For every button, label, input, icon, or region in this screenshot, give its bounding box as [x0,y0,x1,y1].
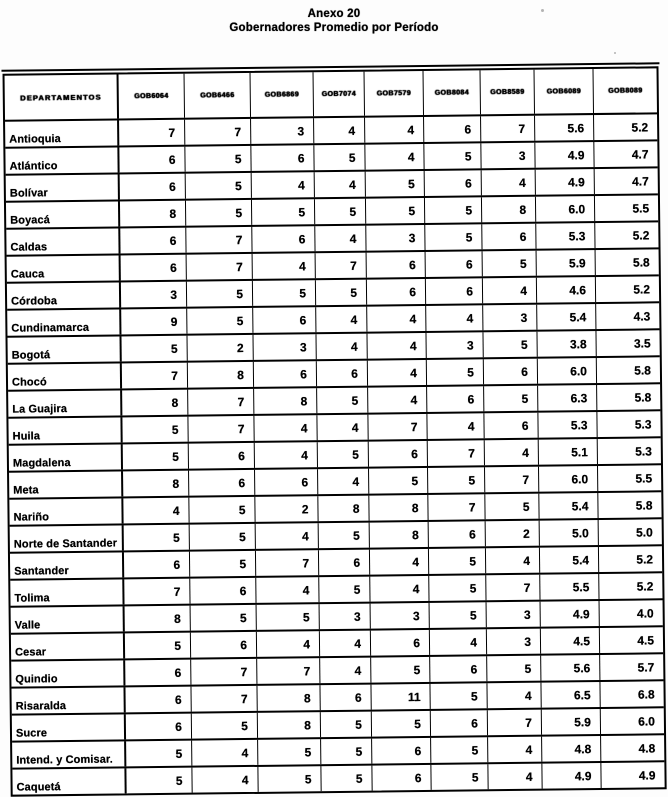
value-cell: 8 [123,471,189,497]
value-cell: 7 [187,254,253,280]
value-cell: 8 [257,685,320,711]
value-cell: 4 [252,172,315,198]
value-cell: 5.3 [634,416,652,432]
department-name: Caquetá [12,768,126,794]
value-cell: 5 [121,336,187,362]
value-cell: 8 [370,522,429,548]
value-cell: 7 [122,363,188,389]
value-cell: 5 [366,171,425,197]
value-cell: 6 [429,521,486,547]
value-cell: 5 [123,444,189,470]
value-cell: 7 [185,119,251,145]
value-cell: 6.8 [637,686,655,702]
value-cell: 3 [253,334,316,360]
value-cell: 5 [122,417,188,443]
value-cell: 5 [314,145,365,171]
value-cell: 8 [125,606,191,632]
value-cell: 4 [315,172,366,198]
value-cell: 5 [187,308,253,334]
value-cell: 5 [372,711,431,737]
value-cell: 6.0 [536,196,595,222]
value-cell: 6 [317,361,368,387]
value-cell: 3 [481,143,535,169]
value-cell: 5 [428,467,485,493]
value-cell: 3 [320,604,371,630]
value-cell: 5.3 [635,443,652,459]
value-cell: 4.9 [638,767,656,783]
value-cell: 3 [251,118,314,144]
value-cell: 4 [368,360,427,386]
value-cell: 7 [191,659,257,685]
column-header: GOB6466 [185,73,251,118]
value-cell: 4.9 [542,763,601,789]
value-cell: 11 [371,684,430,710]
value-cell: 5 [483,251,537,277]
value-cell: 7 [481,116,535,142]
value-cell: 4 [320,658,371,684]
department-name: Boyacá [6,201,120,227]
value-cell: 6.3 [538,385,597,411]
value-cell: 4 [427,413,484,439]
value-cell: 5 [366,198,425,224]
value-cell: 8 [120,201,186,227]
department-name: Nariño [9,498,123,524]
value-cell: 6 [372,765,431,791]
value-cell: 5 [485,494,539,520]
value-cell: 6 [427,386,484,412]
value-cell: 4 [257,631,320,657]
value-cell: 6 [125,660,191,686]
value-cell: 4 [370,576,429,602]
column-header: GOB6089 [534,69,593,114]
value-cell: 7 [428,440,485,466]
value-cell: 4 [487,683,541,709]
value-cell: 3 [371,603,430,629]
value-cell: 4 [486,548,540,574]
value-cell: 3 [487,602,541,628]
value-cell: 5 [321,712,372,738]
value-cell: 4.9 [536,169,595,195]
column-header: GOB6869 [251,72,314,117]
value-cell: 4 [370,549,429,575]
value-cell: 3.5 [633,335,651,351]
value-cell: 5.9 [537,250,596,276]
value-cell: 6 [254,361,317,387]
table-title: Gobernadores Promedio por Período [229,22,439,34]
value-cell: 6 [371,630,430,656]
value-cell: 5.6 [541,655,600,681]
department-name: Cauca [7,255,121,281]
value-cell: 4 [254,415,317,441]
value-cell: 5 [484,386,538,412]
column-header: GOB7579 [365,71,424,116]
value-cell: 8 [482,197,536,223]
value-cell: 5.2 [632,227,650,243]
value-cell: 6 [319,550,370,576]
value-cell: 4.9 [541,601,600,627]
value-cell: 6.5 [541,682,600,708]
value-cell: 5 [369,468,428,494]
value-cell: 5.2 [631,119,649,135]
value-cell: 4 [192,740,258,766]
value-cell: 5.8 [635,497,653,513]
value-cell: 5 [185,146,251,172]
value-cell: 5.9 [542,709,601,735]
value-cell: 5 [321,766,372,792]
value-cell: 5.5 [540,574,599,600]
department-name: La Guajira [8,390,122,416]
value-cell: 6 [125,687,191,713]
value-cell: 5 [189,497,255,523]
department-name: Sucre [12,714,126,740]
scan-speck [614,52,616,54]
value-cell: 5.5 [635,470,653,486]
value-cell: 7 [257,658,320,684]
value-cell: 4 [256,577,319,603]
value-cell: 4 [316,307,367,333]
department-name: Valle [11,606,125,632]
value-cell: 5 [252,199,315,225]
department-name: Antioquia [5,120,119,146]
value-cell: 7 [316,253,367,279]
department-name: Chocó [8,363,122,389]
value-cell: 8 [188,362,254,388]
value-cell: 7 [188,416,254,442]
value-cell: 3.8 [537,331,596,357]
value-cell: 4.5 [637,632,655,648]
gobernadores-table [3,66,667,796]
value-cell: 4 [488,764,542,790]
value-cell: 4.0 [636,605,654,621]
value-cell: 4 [317,415,368,441]
value-cell: 5 [430,602,487,628]
value-cell: 6 [120,174,186,200]
value-cell: 6 [424,116,481,142]
value-cell: 6 [124,552,190,578]
value-cell: 6 [190,578,256,604]
value-cell: 6 [367,279,426,305]
value-cell: 5 [124,525,190,551]
department-name: Risaralda [11,687,125,713]
value-cell: 4.7 [631,146,649,162]
value-cell: 6 [431,710,488,736]
value-cell: 4 [426,305,483,331]
value-cell: 6 [189,470,255,496]
value-cell: 4 [256,523,319,549]
value-cell: 4 [255,442,318,468]
department-name: Intend. y Comisar. [12,741,126,767]
value-cell: 5 [187,281,253,307]
value-cell: 4.9 [535,142,594,168]
value-cell: 4 [316,334,367,360]
value-cell: 7 [188,389,254,415]
value-cell: 4.6 [537,277,596,303]
value-cell: 5.3 [538,412,597,438]
table-body [5,114,665,794]
value-cell: 5 [431,764,488,790]
document-title [24,7,644,35]
value-cell: 6 [372,738,431,764]
value-cell: 3 [483,305,537,331]
value-cell: 5.2 [633,281,651,297]
value-cell: 5 [319,577,370,603]
value-cell: 7 [488,710,542,736]
value-cell: 6.0 [638,713,655,729]
department-name: Córdoba [7,282,121,308]
value-cell: 8 [122,390,188,416]
value-cell: 5.8 [634,362,651,378]
value-cell: 4 [365,144,424,170]
value-cell: 4 [314,118,365,144]
value-cell: 5.3 [536,223,595,249]
department-name: Atlántico [5,147,119,173]
annex-number: Anexo 20 [307,8,361,20]
value-cell: 4.7 [632,173,649,189]
value-cell: 5.0 [540,520,599,546]
department-name: Meta [9,471,123,497]
value-cell: 5.6 [535,115,594,141]
value-cell: 8 [318,496,369,522]
value-cell: 4 [483,278,537,304]
value-cell: 3 [366,225,425,251]
department-name: Bogotá [8,336,122,362]
value-cell: 5 [429,548,486,574]
value-cell: 5 [425,224,482,250]
value-cell: 7 [485,467,539,493]
value-cell: 6 [121,255,187,281]
value-cell: 7 [124,579,190,605]
column-header: GOB8089 [608,86,643,95]
value-cell: 4 [320,631,371,657]
value-cell: 7 [486,575,540,601]
value-cell: 5 [318,442,369,468]
value-cell: 4.8 [638,740,656,756]
value-cell: 7 [119,120,185,146]
value-cell: 4 [253,253,316,279]
value-cell: 6 [191,632,257,658]
value-cell: 6 [484,359,538,385]
value-cell: 6 [426,278,483,304]
value-cell: 5.1 [539,439,598,465]
row-header-label: DEPARTAMENTOS [5,74,119,119]
value-cell: 4.3 [633,308,651,324]
value-cell: 8 [254,388,317,414]
value-cell: 6.0 [538,358,597,384]
value-cell: 8 [258,712,321,738]
value-cell: 5 [487,656,541,682]
department-name: Norte de Santander [10,525,124,551]
value-cell: 6 [252,226,315,252]
value-cell: 5.7 [637,659,655,675]
table-header-row [5,68,657,121]
value-cell: 4 [318,469,369,495]
value-cell: 5.8 [632,254,650,270]
value-cell: 6 [120,228,186,254]
column-header: GOB7074 [314,72,365,117]
value-cell: 6 [320,685,371,711]
department-name: Huila [8,417,122,443]
value-cell: 7 [368,414,427,440]
value-cell: 6 [255,469,318,495]
value-cell: 6 [126,714,192,740]
value-cell: 5.2 [636,578,654,594]
value-cell: 4 [482,170,536,196]
value-cell: 5 [431,737,488,763]
value-cell: 5.4 [537,304,596,330]
value-cell: 5 [425,197,482,223]
value-cell: 5 [317,388,368,414]
value-cell: 3 [121,282,187,308]
value-cell: 7 [256,550,319,576]
department-name: Caldas [6,228,120,254]
value-cell: 3 [426,332,483,358]
department-name: Cundinamarca [7,309,121,335]
value-cell: 5 [316,280,367,306]
value-cell: 2 [255,496,318,522]
value-cell: 6 [482,224,536,250]
value-cell: 7 [428,494,485,520]
value-cell: 5 [427,359,484,385]
value-cell: 5 [253,280,316,306]
value-cell: 5 [321,739,372,765]
value-cell: 8 [369,495,428,521]
value-cell: 5 [258,766,321,792]
value-cell: 4.8 [542,736,601,762]
column-header: GOB8589 [481,70,535,115]
value-cell: 4 [315,226,366,252]
value-cell: 4 [368,387,427,413]
value-cell: 3 [487,629,541,655]
value-cell: 4 [430,629,487,655]
value-cell: 2 [486,521,540,547]
value-cell: 5.0 [635,524,653,540]
value-cell: 5.4 [539,493,598,519]
column-header: GOB6064 [119,74,185,119]
value-cell: 5 [257,604,320,630]
value-cell: 7 [186,227,252,253]
value-cell: 4 [488,737,542,763]
value-cell: 5 [125,633,191,659]
value-cell: 4 [192,767,258,793]
value-cell: 6 [253,307,316,333]
value-cell: 5 [258,739,321,765]
value-cell: 6 [484,413,538,439]
value-cell: 5 [371,657,430,683]
value-cell: 5 [186,173,252,199]
value-cell: 5 [483,332,537,358]
column-header: GOB8084 [424,70,481,115]
department-name: Cesar [11,633,125,659]
value-cell: 5.5 [632,200,650,216]
value-cell: 6 [189,443,255,469]
value-cell: 4 [485,440,539,466]
value-cell: 4 [367,333,426,359]
value-cell: 6 [425,170,482,196]
department-name: Santander [10,552,124,578]
value-cell: 5 [186,200,252,226]
value-cell: 5 [126,768,192,794]
department-name: Bolívar [6,174,120,200]
value-cell: 5 [315,199,366,225]
value-cell: 5 [191,605,257,631]
value-cell: 5 [424,143,481,169]
value-cell: 5 [430,683,487,709]
value-cell: 5 [190,551,256,577]
value-cell: 5.2 [636,551,654,567]
value-cell: 4.5 [541,628,600,654]
value-cell: 4 [365,117,424,143]
value-cell: 4 [367,306,426,332]
value-cell: 5 [319,523,370,549]
value-cell: 4 [123,498,189,524]
value-cell: 2 [187,335,253,361]
value-cell: 6 [369,441,428,467]
value-cell: 9 [121,309,187,335]
value-cell: 6 [367,252,426,278]
department-name: Quindio [11,660,125,686]
value-cell: 6 [251,145,314,171]
value-cell: 6 [119,147,185,173]
value-cell: 6.0 [539,466,598,492]
value-cell: 5 [192,713,258,739]
value-cell: 5 [126,741,192,767]
department-name: Tolima [10,579,124,605]
department-name: Magdalena [9,444,123,470]
value-cell: 5 [429,575,486,601]
value-cell: 5 [190,524,256,550]
value-cell: 6 [430,656,487,682]
value-cell: 7 [191,686,257,712]
value-cell: 5.4 [540,547,599,573]
value-cell: 6 [426,251,483,277]
value-cell: 5.8 [634,389,652,405]
